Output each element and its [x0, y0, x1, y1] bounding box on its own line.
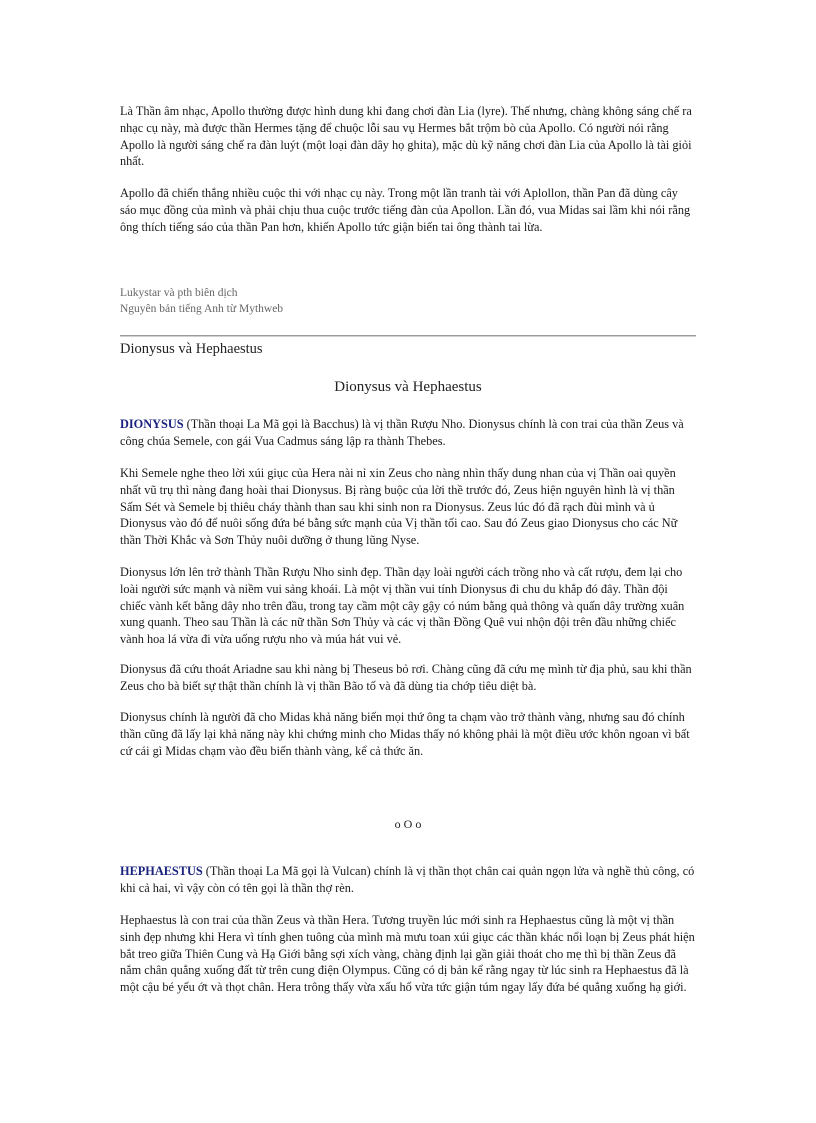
dionysus-name: DIONYSUS [120, 417, 184, 431]
dionysus-paragraph-3: Dionysus lớn lên trở thành Thần Rượu Nho sinh đẹp. Thần dạy loài người cách trồng nho và cất rượu, đem lại cho loài người sức mạnh và niềm vui sảng khoái. Là một vị thần vui tính Dionysus đi chu du khắp đó đây. Thần đội chiếc vành kết bằng dây nho trên đầu, trong tay cầm một cây gậy có núm bằng quả thông và quấn dây trường xuân xung quanh. Theo sau Thần là các nữ thần Sơn Thủy và các vị thần Đồng Quê vui nhộn đội trên đầu những chiếc vành hoa lá vừa đi vừa uống rượu nho và múa hát vui vẻ. [120, 565, 685, 647]
credit-translators: Lukystar và pth biên dịch [120, 287, 238, 299]
dionysus-paragraph-2: Khi Semele nghe theo lời xúi giục của Hera nài nỉ xin Zeus cho nàng nhìn thấy dung nhan của vị Thần oai quyền nhất vũ trụ thì nàng đang hoài thai Dionysus. Bị ràng buộc của lời thề trước đó, Zeus hiện nguyên hình là vị thần Sấm Sét và Semele bị thiêu cháy thành than sau khi sinh non ra Dionysus. Zeus lúc đó đã rạch đùi mình và ủ Dionysus vào đó để nuôi sống đứa bé bằng sức mạnh của Vị thần tối cao. Sau đó Zeus giao Dionysus cho các Nữ thần Thời Khắc và Sơn Thủy nuôi dưỡng ở thung lũng Nyse. [120, 466, 678, 548]
apollo-paragraph-2: Apollo đã chiến thắng nhiều cuộc thi với nhạc cụ này. Trong một lần tranh tài với Aplollon, thần Pan đã dùng cây sáo mục đồng của mình và phải chịu thua cuộc trước tiếng đàn của Apollon. Lần đó, vua Midas sai lầm khi nói rằng ông thích tiếng sáo của thần Pan hơn, khiến Apollo tức giận biến tai ông thành tai lừa. [120, 186, 691, 234]
article-title: Dionysus và Hephaestus [334, 379, 482, 395]
hephaestus-name: HEPHAESTUS [120, 864, 203, 878]
dionysus-paragraph-4: Dionysus đã cứu thoát Ariadne sau khi nàng bị Theseus bỏ rơi. Chàng cũng đã cứu mẹ mình từ địa phủ, sau khi thần Zeus cho bà biết sự thật thần chính là vị thần Bão tố và đã dùng tia chớp tiêu diệt bà. [120, 662, 692, 693]
credit-source: Nguyên bản tiếng Anh từ Mythweb [120, 303, 284, 315]
dionysus-intro-paragraph [120, 416, 696, 450]
dionysus-paragraph-5: Dionysus chính là người đã cho Midas khả năng biến mọi thứ ông ta chạm vào trở thành vàng, nhưng sau đó chính thần cũng đã lấy lại khả năng này khi chứng minh cho Midas thấy nó không phải là một điều ước khôn ngoan vì bất cứ cái gì Midas chạm vào đều biến thành vàng, kể cả thức ăn. [120, 710, 690, 758]
section-heading: Dionysus và Hephaestus [120, 341, 263, 357]
hephaestus-intro-paragraph [120, 863, 696, 897]
section-separator: o O o [394, 817, 422, 831]
hephaestus-paragraph-2: Hephaestus là con trai của thần Zeus và thần Hera. Tương truyền lúc mới sinh ra Hephaestus cũng là một vị thần sinh đẹp nhưng khi Hera vì tính ghen tuông của mình mà mưu toan xúi giục các thần khác nổi loạn bị Zeus phát hiện bắt treo giữa Thiên Cung và Hạ Giới bằng sợi xích vàng, chàng định lại gần giải thoát cho mẹ thì bị thần Zeus đã nắm chân quẳng xuống đất từ trên cung điện Olympus. Cũng có dị bản kể rằng ngay từ lúc sinh ra Hephaestus đã là một cậu bé yếu ớt và thọt chân. Hera trông thấy vừa xấu hổ vừa tức giận túm ngay lấy đứa bé quẳng xuống hạ giới. [120, 913, 695, 995]
dionysus-intro-text: (Thần thoại La Mã gọi là Bacchus) là vị thần Rượu Nho. Dionysus chính là con trai của thần Zeus và công chúa Semele, con gái Vua Cadmus sáng lập ra thành Thebes. [120, 417, 684, 448]
hephaestus-intro-text: (Thần thoại La Mã gọi là Vulcan) chính là vị thần thọt chân cai quản ngọn lửa và nghề thủ công, có khi cả hai, vì vậy còn có tên gọi là thần thợ rèn. [120, 864, 695, 895]
apollo-paragraph-1: Là Thần âm nhạc, Apollo thường được hình dung khi đang chơi đàn Lia (lyre). Thế nhưng, chàng không sáng chế ra nhạc cụ này, mà được thần Hermes tặng để chuộc lỗi sau vụ Hermes bắt trộm bò của Apollo. Có người nói rằng Apollo là người sáng chế ra đàn luýt (một loại đàn dây họ ghita), mặc dù kỹ năng chơi đàn Lia của Apollo là tài giỏi nhất. [120, 104, 692, 169]
horizontal-rule [120, 335, 696, 337]
